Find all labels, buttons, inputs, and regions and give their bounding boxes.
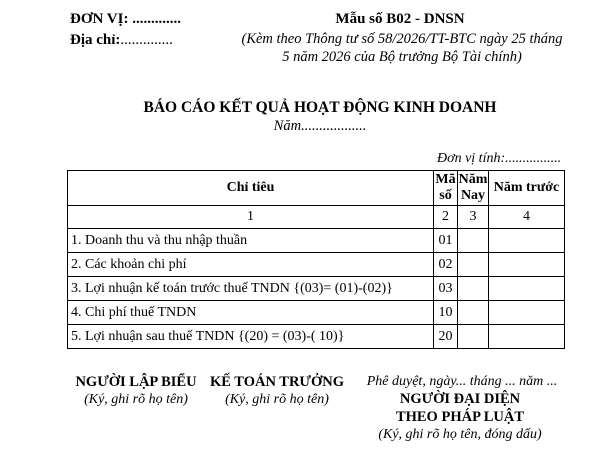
address-line [70,32,173,49]
row-this-year [458,253,489,277]
row-code: 20 [434,325,458,349]
representative-line2: THEO PHÁP LUẬT [395,409,525,425]
header-this-year-line2: Nay [460,188,486,203]
table-row [68,253,565,277]
header-this-year [458,171,489,206]
row-label: 4. Chi phí thuế TNDN [68,301,434,325]
form-note-line1: (Kèm theo Thông tư số 58/2026/TT-BTC ngày 25 tháng [241,31,563,47]
unit-label: ĐƠN VỊ: ............. [70,11,181,27]
row-prev-year [489,325,565,349]
column-number: 2 [434,206,458,229]
row-code: 02 [434,253,458,277]
representative-note: (Ký, ghi rõ họ tên, đóng dấu) [378,427,542,442]
row-this-year [458,277,489,301]
row-prev-year [489,277,565,301]
row-this-year [458,229,489,253]
accountant-title: KẾ TOÁN TRƯỞNG [209,374,345,390]
column-number-row [68,206,565,229]
row-this-year [458,325,489,349]
form-code: Mẫu số B02 - DNSN [335,11,465,27]
row-label: 2. Các khoản chi phí [68,253,434,277]
representative-line1: NGƯỜI ĐẠI DIỆN [399,391,521,407]
header-code-line1: Mã [435,172,456,187]
row-code: 01 [434,229,458,253]
preparer-note: (Ký, ghi rõ họ tên) [84,392,188,407]
header-code [434,171,458,206]
preparer-title: NGƯỜI LẬP BIỂU [75,374,197,390]
row-prev-year [489,253,565,277]
row-prev-year [489,229,565,253]
address-dots: .............. [120,32,173,48]
table-row [68,325,565,349]
column-number: 1 [68,206,434,229]
report-year: Năm.................. [273,118,367,134]
row-prev-year [489,301,565,325]
currency-unit: Đơn vị tính:................ [437,151,562,166]
header-prev-year: Năm trước [489,171,565,206]
report-table [67,170,565,349]
table-row [68,229,565,253]
header-code-line2: số [439,188,452,203]
row-label: 1. Doanh thu và thu nhập thuần [68,229,434,253]
row-this-year [458,301,489,325]
row-code: 03 [434,277,458,301]
table-header-row [68,171,565,206]
table-row [68,277,565,301]
address-label: Địa chỉ: [70,32,121,48]
column-number: 4 [489,206,565,229]
column-number: 3 [458,206,489,229]
approval-line: Phê duyệt, ngày... tháng ... năm ... [366,374,558,389]
row-label: 5. Lợi nhuận sau thuế TNDN {(20) = (03)-( 10)} [68,325,434,349]
report-title: BÁO CÁO KẾT QUẢ HOẠT ĐỘNG KINH DOANH [143,99,497,116]
form-note-line2: 5 năm 2026 của Bộ trưởng Bộ Tài chính) [282,49,522,65]
row-label: 3. Lợi nhuận kế toán trước thuế TNDN {(03)= (01)-(02)} [68,277,434,301]
header-indicator: Chỉ tiêu [68,171,434,206]
table-row [68,301,565,325]
row-code: 10 [434,301,458,325]
accountant-note: (Ký, ghi rõ họ tên) [225,392,329,407]
header-this-year-line1: Năm [458,172,488,187]
